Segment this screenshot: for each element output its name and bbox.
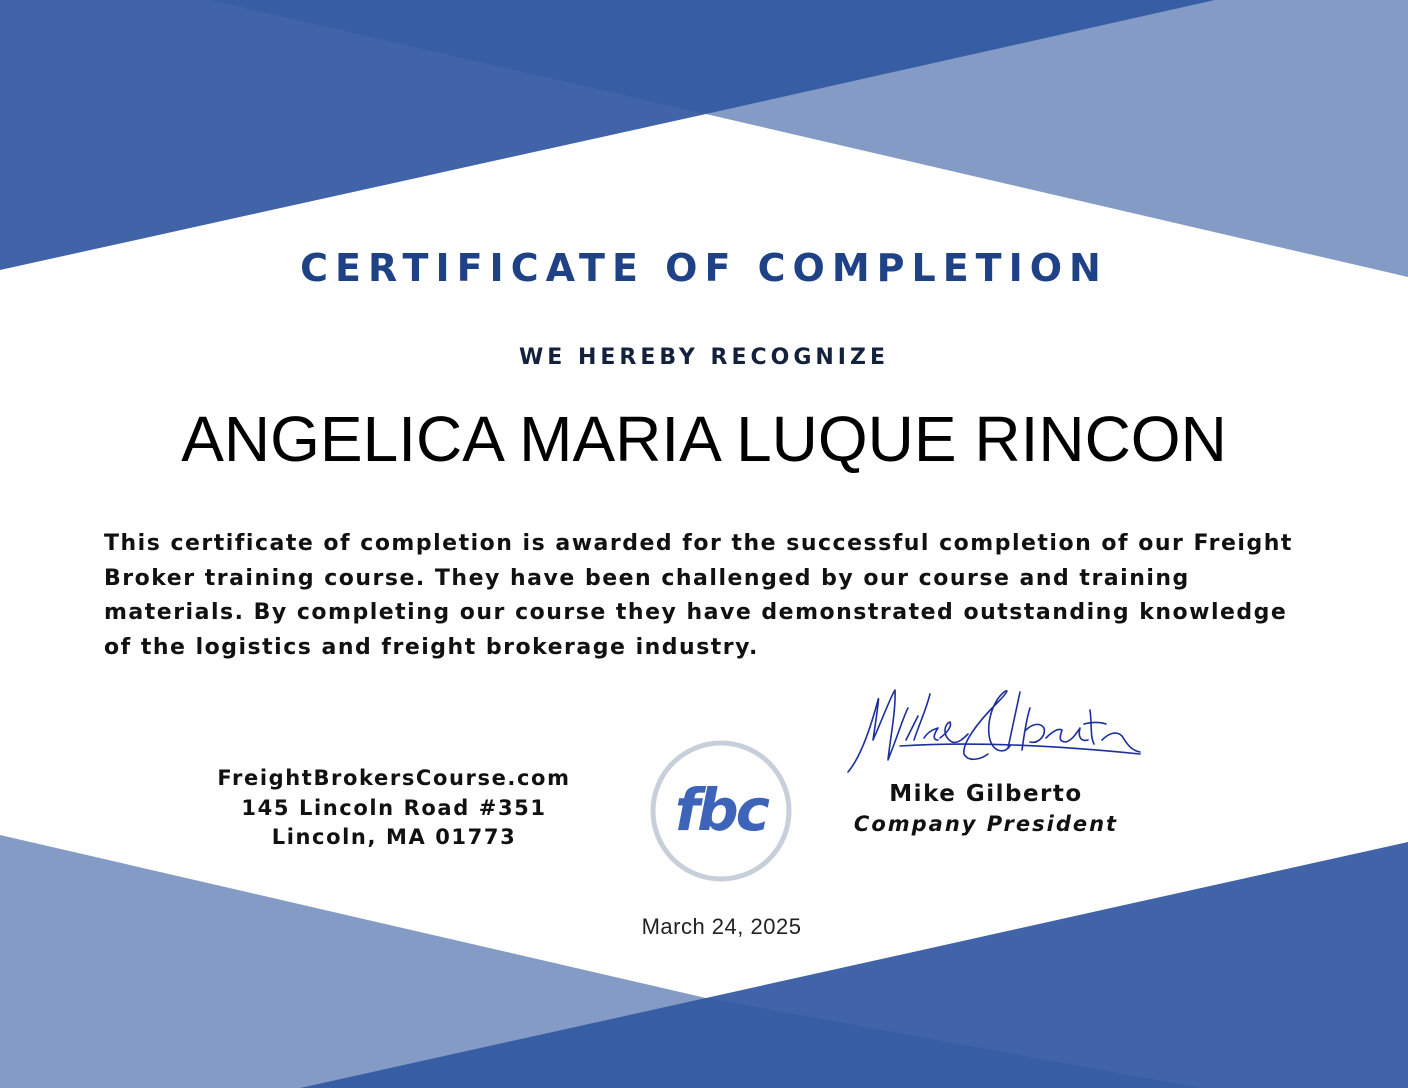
issuer-address-line2: Lincoln, MA 01773 (271, 825, 517, 849)
signatory-name: Mike Gilberto (889, 781, 1083, 807)
handwritten-signature (840, 680, 1150, 780)
issuer-website: FreightBrokersCourse.com (217, 766, 571, 790)
certificate-title: CERTIFICATE OF COMPLETION (300, 246, 1108, 290)
certificate-date: March 24, 2025 (641, 914, 802, 939)
recipient-name: ANGELICA MARIA LUQUE RINCON (181, 403, 1227, 475)
signatory-title: Company President (853, 812, 1119, 836)
issuer-address-block (168, 764, 620, 853)
recognition-subtitle: WE HEREBY RECOGNIZE (519, 345, 889, 370)
fbc-logo (648, 738, 794, 884)
issuer-address-line1: 145 Lincoln Road #351 (241, 795, 547, 820)
logo-text: fbc (674, 776, 768, 844)
certificate-description: This certificate of completion is awarded for the successful completion of our Freight Broker training course. They have been challenged by our course and training materials. By completing our course they have demonstrated outstanding knowledge of the logistics and freight brokerage industry. (104, 531, 1293, 660)
